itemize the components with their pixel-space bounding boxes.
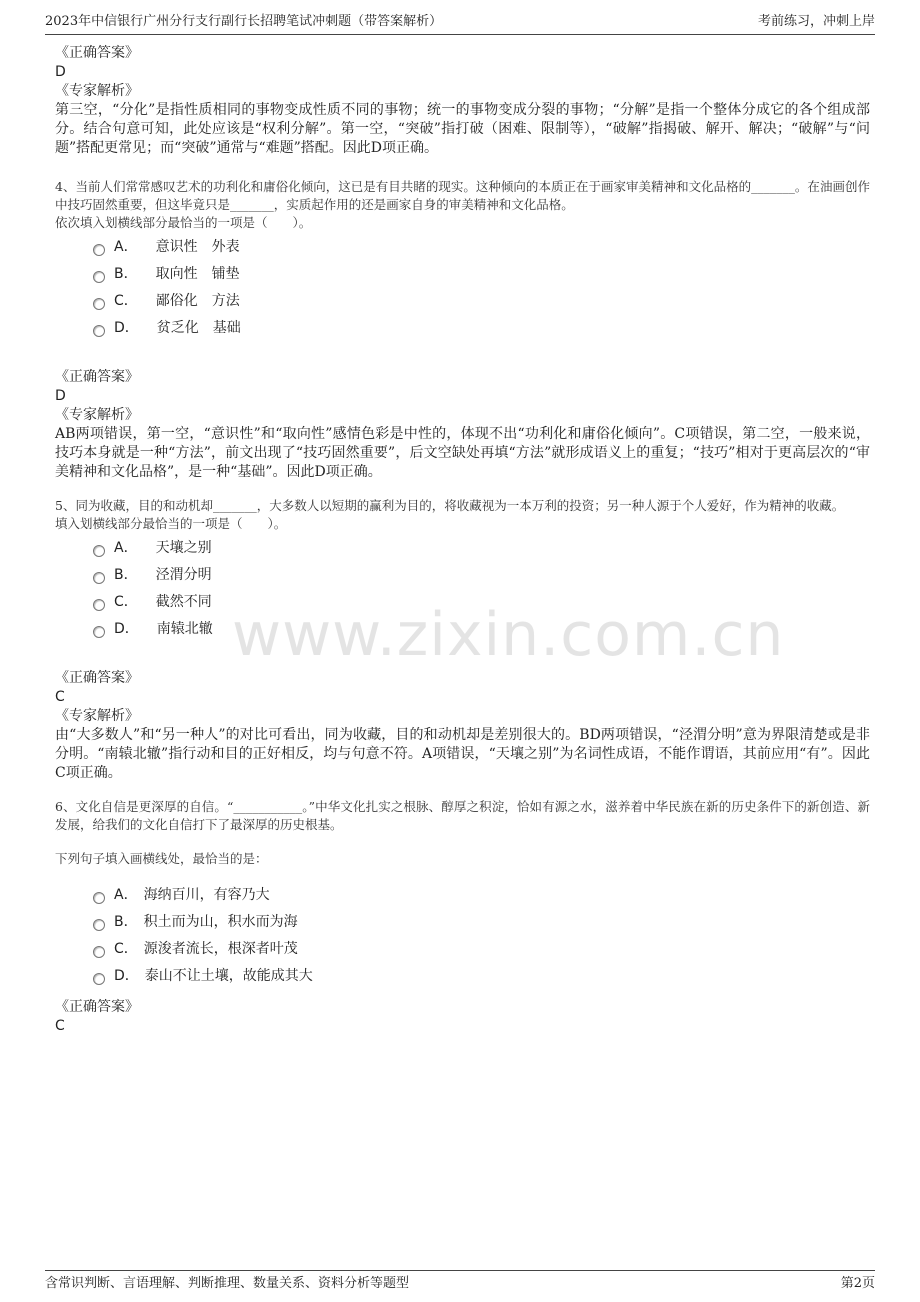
option-text: 贫乏化 基础 [156,320,241,336]
option-text: 泾渭分明 [155,567,212,583]
option-d[interactable] [93,315,870,342]
radio-icon[interactable] [93,892,105,904]
question-6 [55,798,870,1036]
option-d[interactable] [93,616,870,643]
option-text: 泰山不让土壤，故能成其大 [144,968,313,984]
analysis-label: 《专家解析》 [55,407,139,423]
question-5 [55,497,870,783]
analysis-label: 《专家解析》 [55,708,139,724]
option-key: C． [114,293,138,309]
watermark: www.zixin.com.cn [232,600,785,670]
option-text: 截然不同 [155,594,212,610]
question-stem: 6、文化自信是更深厚的自信。“___________。”中华文化扎实之根脉、醇厚之积淀，恰如有源之水，滋养着中华民族在新的历史条件下的新创造、新发展，给我们的文化自信打下了最深厚的历史根基。 [55,799,870,832]
radio-icon[interactable] [93,919,105,931]
option-a[interactable] [93,535,870,562]
analysis-text: 第三空，“分化”是指性质相同的事物变成性质不同的事物；统一的事物变成分裂的事物；“分解”是指一个整体分成它的各个组成部分。结合句意可知，此处应该是“权利分解”。第一空，“突破”指打破（困难、限制等），“破解”指揭破、解开、解决；“破解”与“问题”搭配更常见；而“突破”通常与“难题”搭配。因此D项正确。 [55,102,870,156]
question-stem: 5、同为收藏，目的和动机却_______，大多数人以短期的赢利为目的，将收藏视为一本万利的投资；另一种人源于个人爱好，作为精神的收藏。 [55,498,845,513]
option-text: 源浚者流长，根深者叶茂 [143,941,298,957]
option-text: 积土而为山，积水而为海 [143,914,298,930]
question-4 [55,178,870,482]
option-key: B． [114,266,138,282]
option-key: B． [114,914,138,930]
answer-label: 《正确答案》 [55,369,139,385]
question-prompt: 下列句子填入画横线处，最恰当的是： [55,851,268,866]
prev-answer-block [55,44,870,158]
footer-topics: 含常识判断、言语理解、判断推理、数量关系、资料分析等题型 [45,1276,410,1291]
radio-icon[interactable] [93,946,105,958]
answer-label: 《正确答案》 [55,670,139,686]
radio-icon[interactable] [93,271,105,283]
radio-icon[interactable] [93,626,105,638]
radio-icon[interactable] [93,298,105,310]
option-list [93,234,870,342]
option-key: C． [114,594,138,610]
answer-letter: C [55,689,65,705]
radio-icon[interactable] [93,325,105,337]
option-list [93,535,870,643]
option-text: 鄙俗化 方法 [155,293,240,309]
option-list [93,882,870,990]
option-a[interactable] [93,234,870,261]
option-key: C． [114,941,138,957]
option-text: 意识性 外表 [155,239,240,255]
option-d[interactable] [93,963,870,990]
option-a[interactable] [93,882,870,909]
option-b[interactable] [93,909,870,936]
analysis-text: 由“大多数人”和“另一种人”的对比可看出，同为收藏，目的和动机却是差别很大的。BD两项错误，“泾渭分明”意为界限清楚或是非分明。“南辕北辙”指行动和目的正好相反，均与句意不符。A项错误，“天壤之别”为名词性成语，不能作谓语，其前应用“有”。因此C项正确。 [55,727,870,781]
option-c[interactable] [93,288,870,315]
option-key: A． [114,887,138,903]
option-c[interactable] [93,589,870,616]
radio-icon[interactable] [93,545,105,557]
option-text: 天壤之别 [155,540,212,556]
option-text: 海纳百川，有容乃大 [143,887,270,903]
question-prompt: 依次填入划横线部分最恰当的一项是（ ）。 [55,215,312,230]
page-number: 第2页 [840,1276,875,1291]
page-content [55,44,870,1036]
option-c[interactable] [93,936,870,963]
option-key: A． [114,239,138,255]
answer-label: 《正确答案》 [55,45,139,61]
option-text: 南辕北辙 [156,621,213,637]
radio-icon[interactable] [93,572,105,584]
answer-letter: D [55,64,66,80]
answer-label: 《正确答案》 [55,999,139,1015]
page-footer [45,1270,875,1293]
option-text: 取向性 铺垫 [155,266,240,282]
question-stem: 4、当前人们常常感叹艺术的功利化和庸俗化倾向，这已是有目共睹的现实。这种倾向的本质正在于画家审美精神和文化品格的_______。在油画创作中技巧固然重要，但这毕竟只是_______，实质起作用的还是画家自身的审美精神和文化品格。 [55,179,870,212]
radio-icon[interactable] [93,244,105,256]
answer-letter: D [55,388,66,404]
answer-letter: C [55,1018,65,1034]
analysis-label: 《专家解析》 [55,83,139,99]
radio-icon[interactable] [93,599,105,611]
option-key: D． [114,968,139,984]
option-b[interactable] [93,562,870,589]
header-slogan: 考前练习，冲刺上岸 [757,14,875,29]
page-header [45,12,875,35]
option-key: D． [114,621,139,637]
document-title: 2023年中信银行广州分行支行副行长招聘笔试冲刺题（带答案解析） [45,14,443,29]
option-key: A． [114,540,138,556]
question-prompt: 填入划横线部分最恰当的一项是（ ）。 [55,516,287,531]
option-key: B． [114,567,138,583]
radio-icon[interactable] [93,973,105,985]
option-key: D． [114,320,139,336]
analysis-text: AB两项错误，第一空，“意识性”和“取向性”感情色彩是中性的，体现不出“功利化和庸俗化倾向”。C项错误，第二空，一般来说，技巧本身就是一种“方法”，前文出现了“技巧固然重要”，后文空缺处再填“方法”就形成语义上的重复；“技巧”相对于更高层次的“审美精神和文化品格”，是一种“基础”。因此D项正确。 [55,426,870,480]
option-b[interactable] [93,261,870,288]
